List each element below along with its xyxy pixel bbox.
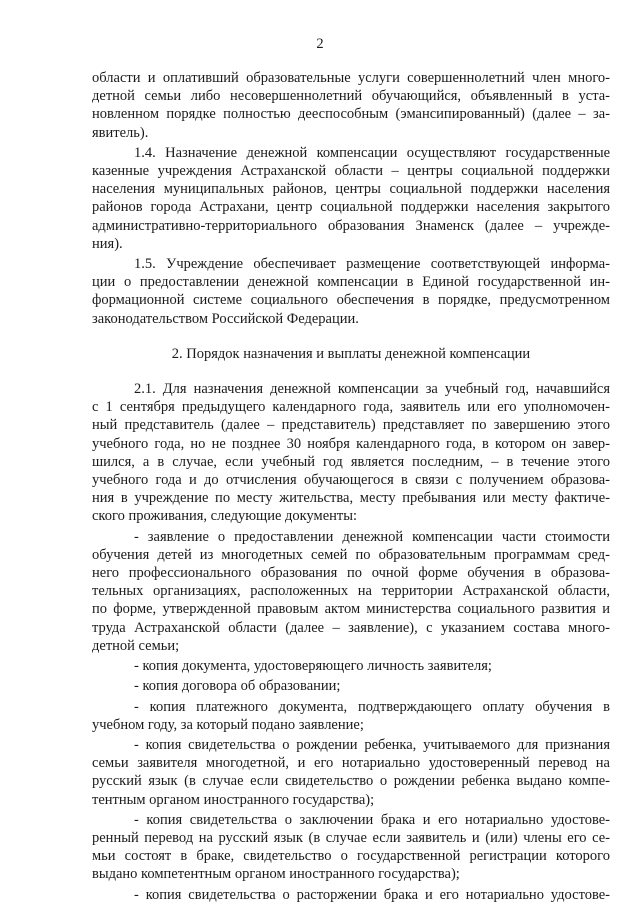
text-line: детной семьи либо несовершеннолетний обучающийся, объявленный в уста-	[92, 88, 610, 105]
text-line: 1.4. Назначение денежной компенсации осуществляют государственные	[134, 144, 610, 161]
text-line: тельных организациях, расположенных на территории Астраханской области,	[92, 583, 610, 600]
text-line: ренный перевод на русский язык (в случае если заявитель и (или) члены его се-	[92, 829, 610, 846]
text-line: новленном порядке полностью дееспособным (эмансипированный) (далее – за-	[92, 106, 610, 123]
text-line: казенные учреждения Астраханской области – центры социальной поддержки	[92, 163, 610, 180]
text-line: - копия свидетельства о рождении ребенка, учитываемого для признания	[134, 736, 610, 753]
text-line: по форме, утвержденной правовым актом министерства социального развития и	[92, 601, 610, 618]
text-line: семьи заявителя многодетной, и его нотариально удостоверенный перевод на	[92, 755, 610, 772]
text-line: населения муниципальных районов, центры социальной поддержки населения	[92, 181, 610, 198]
paragraph-1-4	[92, 144, 610, 253]
text-line: него профессионального образования по очной форме обучения в образова-	[92, 565, 610, 582]
text-line: тентным органом иностранного государства);	[92, 791, 375, 808]
list-item-identity-doc	[92, 657, 610, 675]
text-line: учебного года и до отчисления обучающегося в связи с получением образова-	[92, 472, 610, 489]
text-line: 1.5. Учреждение обеспечивает размещение соответствующей информа-	[134, 256, 610, 273]
section-heading: 2. Порядок назначения и выплаты денежной компенсации	[171, 345, 531, 362]
list-item-divorce-certificate	[92, 886, 610, 904]
page-number: 2	[316, 36, 324, 52]
text-line: явитель).	[92, 124, 149, 141]
text-line: - копия платежного документа, подтверждающего оплату обучения в	[134, 698, 610, 715]
text-line: мьи состоят в браке, свидетельство о государственной регистрации которого	[92, 848, 610, 865]
text-line: ния в учреждение по месту жительства, месту пребывания или месту фактиче-	[92, 490, 610, 507]
text-line: - копия документа, удостоверяющего личность заявителя;	[134, 658, 492, 675]
text-line: 2.1. Для назначения денежной компенсации за учебный год, начавшийся	[134, 381, 610, 398]
text-line: учебном году, за который подано заявление;	[92, 716, 364, 733]
text-line: учебного года, но не позднее 30 ноября календарного года, в котором он завер-	[92, 435, 610, 452]
text-line: - копия договора об образовании;	[134, 678, 341, 695]
text-line: обучения детей из многодетных семей по образовательным программам сред-	[92, 546, 610, 563]
text-line: детной семьи;	[92, 637, 180, 654]
paragraph-1-5	[92, 255, 610, 328]
spacer	[92, 328, 610, 345]
text-line: ный представитель (далее – представитель) представляет по завершению этого	[92, 417, 610, 434]
text-line: с 1 сентября предыдущего календарного года, заявитель или его уполномочен-	[92, 399, 610, 416]
document-body	[92, 69, 610, 904]
text-line: ния).	[92, 235, 123, 252]
text-line: ции о предоставлении денежной компенсации в Единой государственной ин-	[92, 274, 610, 291]
list-item-marriage-certificate	[92, 811, 610, 884]
paragraph-continuation	[92, 69, 610, 142]
text-line: - заявление о предоставлении денежной компенсации части стоимости	[134, 528, 610, 545]
list-item-education-contract	[92, 677, 610, 695]
text-line: - копия свидетельства о заключении брака и его нотариально удостове-	[134, 811, 610, 828]
text-line: районов города Астрахани, центр социальной поддержки населения закрытого	[92, 199, 610, 216]
list-item-payment-doc	[92, 698, 610, 734]
text-line: области и оплативший образовательные услуги совершеннолетний член много-	[92, 70, 610, 86]
list-item-birth-certificate	[92, 736, 610, 809]
spacer	[92, 363, 610, 380]
text-line: законодательством Российской Федерации.	[92, 310, 359, 327]
text-line: русский язык (в случае если свидетельство о рождении ребенка выдано компе-	[92, 773, 610, 790]
paragraph-2-1	[92, 380, 610, 526]
text-line: выдано компетентным органом иностранного государства);	[92, 866, 460, 883]
list-item-application	[92, 528, 610, 655]
text-line: - копия свидетельства о расторжении брака и его нотариально удостове-	[134, 886, 610, 903]
text-line: труда Астраханской области (далее – заявление), с указанием состава много-	[92, 619, 610, 636]
text-line: ского проживания, следующие документы:	[92, 508, 358, 525]
text-line: шился, а в случае, если учебный год является последним, – в течение этого	[92, 453, 610, 470]
text-line: формационной системе социального обеспечения в порядке, предусмотренном	[92, 292, 610, 309]
text-line: административно-территориального образования Знаменск (далее – учрежде-	[92, 217, 610, 234]
